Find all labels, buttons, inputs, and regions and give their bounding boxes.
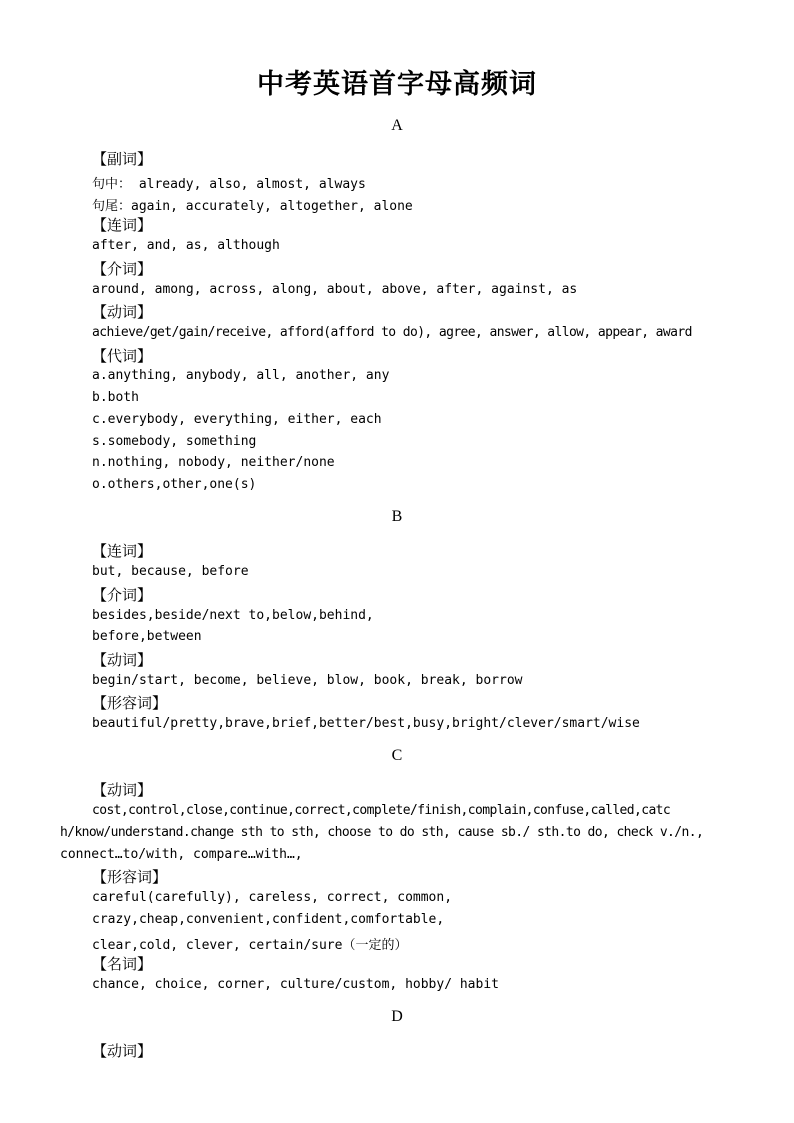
preposition-line: around, among, across, along, about, above, after, against, as [92,282,578,297]
section-letter-b: B [391,508,403,525]
pronoun-line-n: n.nothing, nobody, neither/none [92,455,335,470]
verb-header: 【动词】 [92,1042,153,1060]
adjective-header: 【形容词】 [92,694,168,712]
adverb-mid-line: 句中： already, also, almost, always [92,177,366,192]
verb-line: begin/start, become, believe, blow, book, break, borrow [92,673,523,688]
adjective-line-1: careful(carefully), careless, correct, common, [92,890,453,905]
preposition-header: 【介词】 [92,586,153,604]
pronoun-line-s: s.somebody, something [92,434,257,449]
verb-header: 【动词】 [92,651,153,669]
section-letter-c: C [391,747,403,764]
pronoun-header: 【代词】 [92,347,153,365]
conjunction-line: after, and, as, although [92,238,280,253]
conjunction-header: 【连词】 [92,216,153,234]
adjective-line: beautiful/pretty,brave,brief,better/best,busy,bright/clever/smart/wise [92,716,640,731]
section-letter-d: D [391,1008,403,1025]
verb-header: 【动词】 [92,303,153,321]
preposition-line-1: besides,beside/next to,below,behind, [92,608,374,623]
preposition-header: 【介词】 [92,260,153,278]
adverb-header: 【副词】 [92,150,153,168]
verb-line: achieve/get/gain/receive, afford(afford to do), agree, answer, allow, appear, award [92,325,692,340]
adverb-end-line: 句尾：again, accurately, altogether, alone [92,199,413,214]
noun-header: 【名词】 [92,955,153,973]
verb-line-1: cost,control,close,continue,correct,complete/finish,complain,confuse,called,catc [92,803,671,818]
pronoun-line-o: o.others,other,one(s) [92,477,257,492]
conjunction-header: 【连词】 [92,542,153,560]
pronoun-line-b: b.both [92,390,139,405]
adjective-line-2: crazy,cheap,convenient,confident,comfortable, [92,912,445,927]
conjunction-line: but, because, before [92,564,249,579]
adjective-line-3: clear,cold, clever, certain/sure（一定的） [92,938,408,953]
adjective-header: 【形容词】 [92,868,168,886]
noun-line: chance, choice, corner, culture/custom, hobby/ habit [92,977,499,992]
verb-header: 【动词】 [92,781,153,799]
page-title: 中考英语首字母高频词 [257,69,537,100]
verb-line-3: connect…to/with, compare…with…, [60,847,303,862]
verb-line-2: h/know/understand.change sth to sth, choose to do sth, cause sb./ sth.to do, check v./n., [60,825,704,840]
section-letter-a: A [391,117,403,134]
pronoun-line-a: a.anything, anybody, all, another, any [92,368,390,383]
pronoun-line-c: c.everybody, everything, either, each [92,412,382,427]
preposition-line-2: before,between [92,629,202,644]
